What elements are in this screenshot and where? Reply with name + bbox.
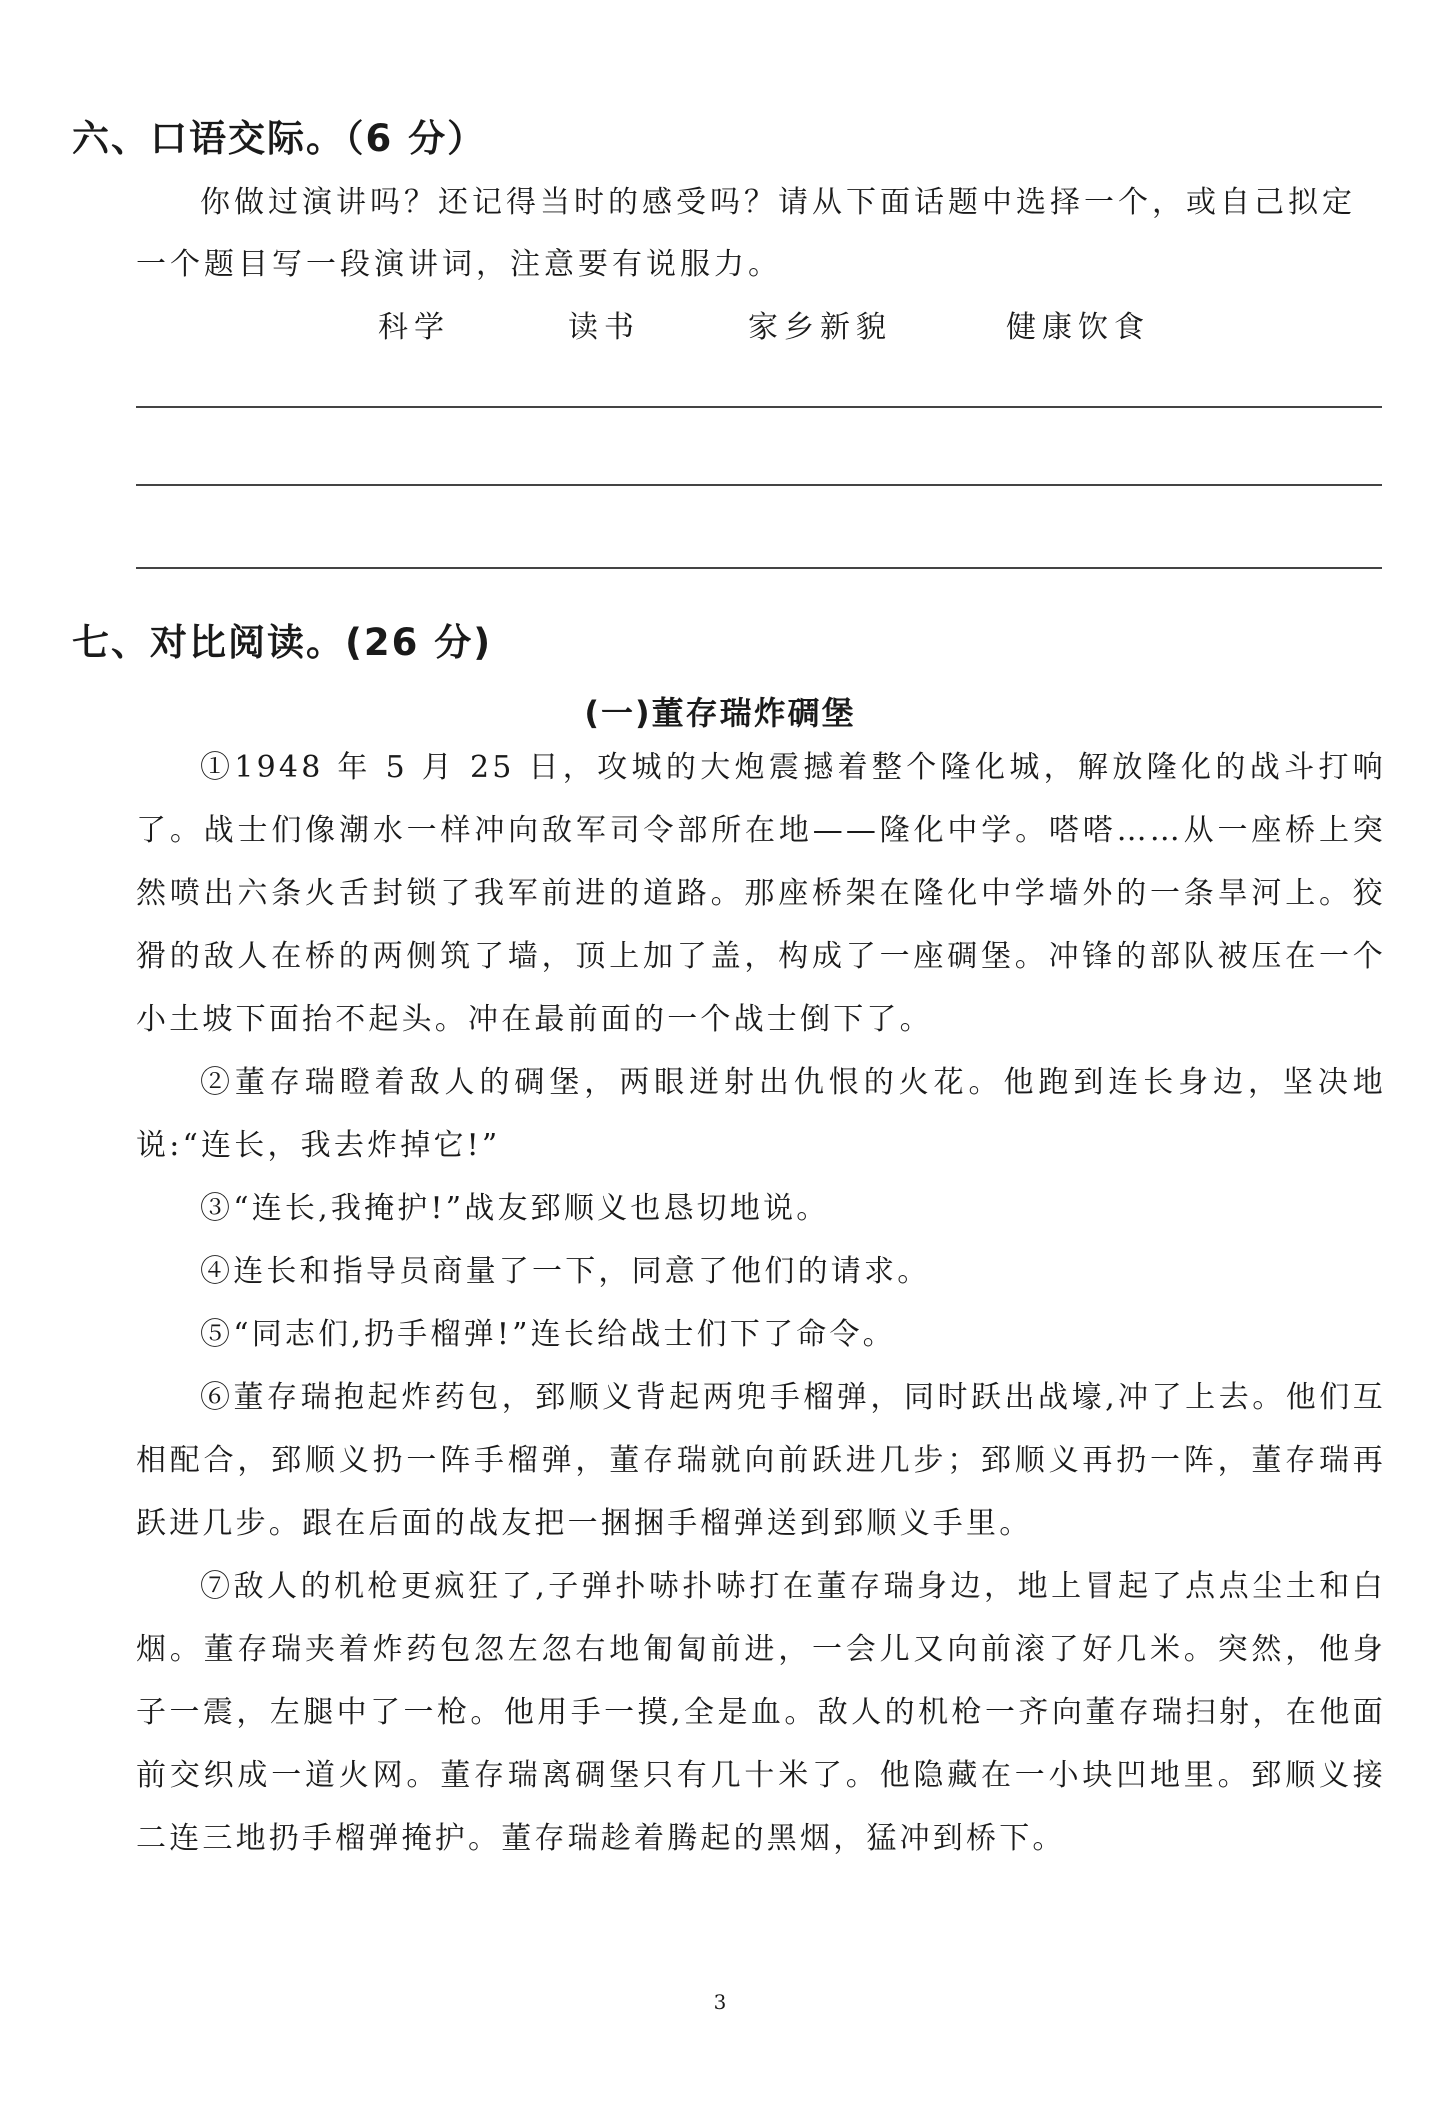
passage-title: (一)董存瑞炸碉堡	[584, 694, 856, 732]
section-6-prompt: 你做过演讲吗？还记得当时的感受吗？请从下面话题中选择一个，或自己拟定一个题目写一段演讲词，注意要有说服力。	[136, 185, 1356, 282]
passage-paragraph-5: ⑤“同志们,扔手榴弹!”连长给战士们下了命令。	[200, 1317, 896, 1352]
passage-paragraph-3: ③“连长,我掩护!”战友郅顺义也恳切地说。	[200, 1191, 830, 1226]
passage-paragraph-1: ①1948 年 5 月 25 日，攻城的大炮震撼着整个隆化城，解放隆化的战斗打响了。战士们像潮水一样冲向敌军司令部所在地——隆化中学。嗒嗒……从一座桥上突然喷出六条火舌封锁了我军前进的道路。那座桥架在隆化中学墙外的一条旱河上。狡猾的敌人在桥的两侧筑了墙，顶上加了盖，构成了一座碉堡。冲锋的部队被压在一个小土坡下面抬不起头。冲在最前面的一个战士倒下了。	[136, 750, 1386, 1037]
answer-line-1[interactable]	[136, 406, 1382, 408]
passage-paragraph-6: ⑥董存瑞抱起炸药包，郅顺义背起两兜手榴弹，同时跃出战壕,冲了上去。他们互相配合，郅顺义扔一阵手榴弹，董存瑞就向前跃进几步；郅顺义再扔一阵，董存瑞再跃进几步。跟在后面的战友把一捆捆手榴弹送到郅顺义手里。	[136, 1380, 1386, 1541]
answer-line-2[interactable]	[136, 484, 1382, 486]
answer-line-3[interactable]	[136, 567, 1382, 569]
passage-paragraph-2: ②董存瑞瞪着敌人的碉堡，两眼迸射出仇恨的火花。他跑到连长身边，坚决地说:“连长，我去炸掉它!”	[136, 1065, 1386, 1163]
page-number: 3	[713, 1990, 727, 2014]
topic-science: 科学	[378, 310, 450, 345]
topic-healthy-diet: 健康饮食	[1006, 310, 1150, 345]
section-6-heading: 六、口语交际。（6 分）	[72, 117, 487, 160]
topic-hometown: 家乡新貌	[748, 310, 892, 345]
reading-passage	[136, 736, 1386, 1870]
topic-reading: 读书	[568, 310, 640, 345]
passage-paragraph-4: ④连长和指导员商量了一下，同意了他们的请求。	[200, 1254, 931, 1289]
topic-options	[0, 302, 1440, 346]
section-7-heading: 七、对比阅读。(26 分)	[72, 621, 493, 664]
passage-paragraph-7: ⑦敌人的机枪更疯狂了,子弹扑哧扑哧打在董存瑞身边，地上冒起了点点尘土和白烟。董存瑞夹着炸药包忽左忽右地匍匐前进，一会儿又向前滚了好几米。突然，他身子一震，左腿中了一枪。他用手一摸,全是血。敌人的机枪一齐向董存瑞扫射，在他面前交织成一道火网。董存瑞离碉堡只有几十米了。他隐藏在一小块凹地里。郅顺义接二连三地扔手榴弹掩护。董存瑞趁着腾起的黑烟，猛冲到桥下。	[136, 1569, 1386, 1856]
